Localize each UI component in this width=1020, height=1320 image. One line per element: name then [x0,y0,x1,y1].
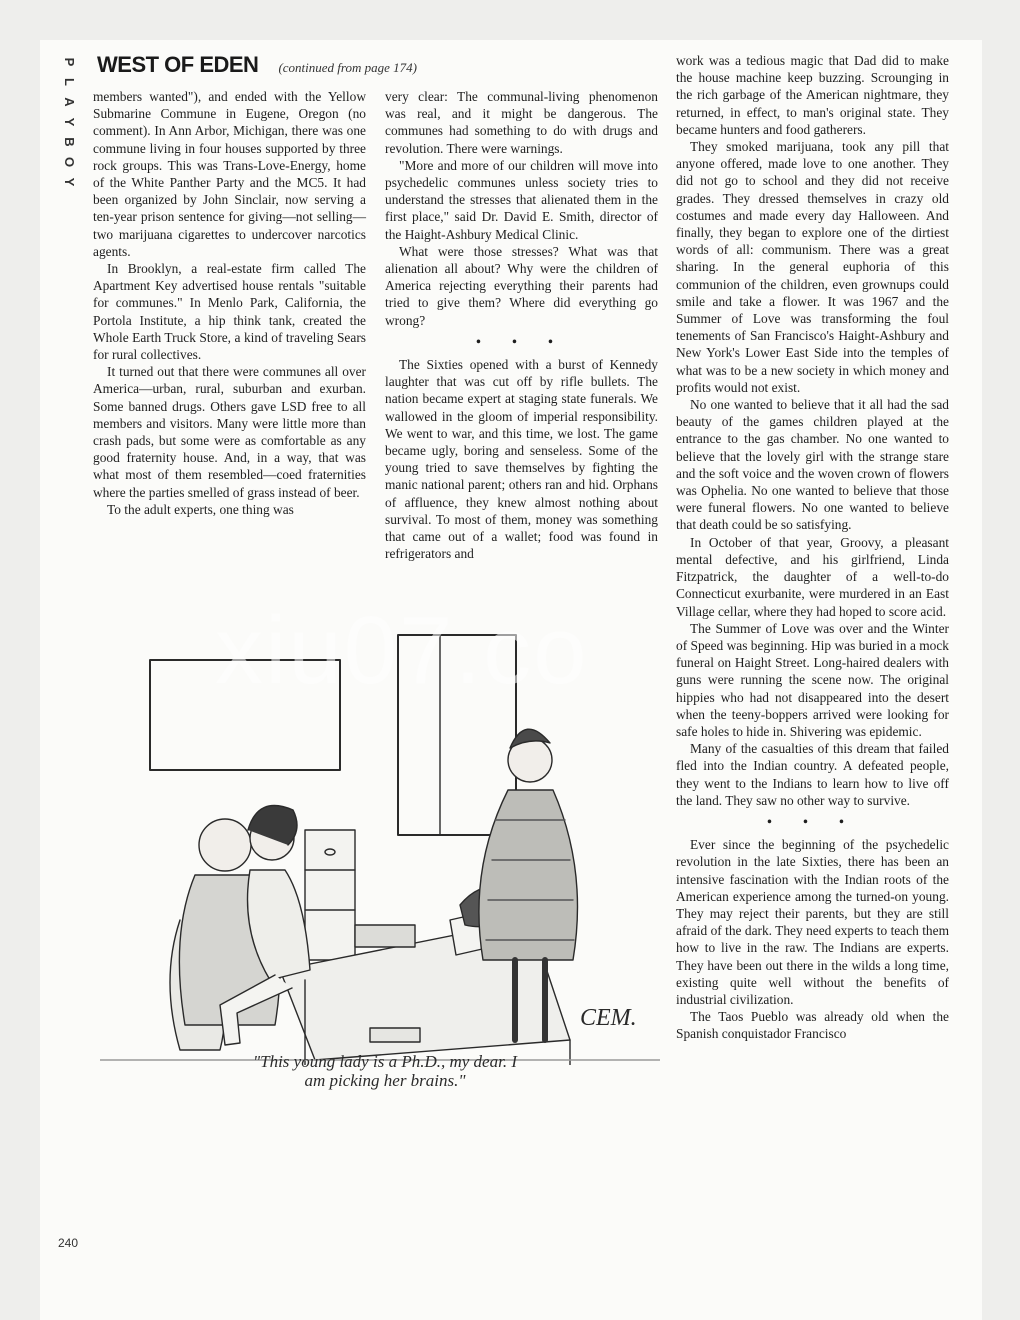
side-label-letter: Y [62,177,77,187]
page-number: 240 [58,1236,79,1250]
paragraph: Many of the casualties of this dream that failed fled into the Indian country. A defeated people, they went to the Indians to learn how to live off the land. They saw no other way to survive. [676,741,949,808]
paragraph: No one wanted to believe that it all had the sad beauty of the games children played at the entrance to the gas chamber. No one wanted to believe that the lovely girl with the strange stare and the soft voice and the woven crown of flowers was Ophelia. No one wanted to believe that those were funeral flowers. No one wanted to believe that death could be so satisfying. [676,397,949,533]
paragraph: To the adult experts, one thing was [107,501,294,517]
side-label-letter: Y [62,117,77,127]
paragraph: very clear: The communal-living phenomenon was real, and it might be dangerous. The communes had something to do with drugs and revolution. There were warnings. [385,89,658,156]
paragraph: The Summer of Love was over and the Winter of Speed was beginning. Hip was buried in a mock funeral on Haight Street. Long-haired dealers with guns were running the scene now. The original hippies who had not disappeared into the desert when the teeny-boppers arrived were looking for safe holes to hide in. Shivering was epidemic. [676,620,949,739]
paragraph: members wanted"), and ended with the Yellow Submarine Commune in Eugene, Oregon (no comment). In Ann Arbor, Michigan, there was one commune living in four houses supported by three rock groups. This was Trans-Love-Energy, home of the White Panther Party and the MC5. It had been organized by John Sinclair, now serving a ten-year prison sentence for giving—not selling—two marijuana cigarettes to undercover narcotics agents. [93,89,366,259]
section-break: • • • [767,813,858,829]
watermark-text: xiu07.co [215,597,589,704]
cartoon-illustration [100,620,660,1065]
paragraph: work was a tedious magic that Dad did to make the house machine keep buzzing. Scrounging in the rich garbage of the American nightmare, they returned, in effect, to man's original state. They became hunters and food gatherers. [676,53,949,137]
standing-woman-coat [479,790,578,960]
text-column-2 [385,88,658,562]
paragraph: In October of that year, Groovy, a pleasant mental defective, and his girlfriend, Linda Fitzpatrick, the daughter of a well-to-do Connecticut exurbanite, were murdered in an East Village cellar, where they had hoped to score acid. [676,534,949,619]
paragraph: Ever since the beginning of the psychedelic revolution in the late Sixties, there has been an intensive fascination with the Indian roots of the American experience among the turned-on young. They may reject their parents, but they are still afraid of the dark. They need experts to teach them how to live in the raw. The Indians are experts. They have been out there in the wilds a long time, existing quite well without the benefits of industrial civilization. [676,837,949,1007]
continued-note: (continued from page 174) [278,60,417,75]
paragraph: They smoked marijuana, took any pill that anyone offered, made love to one another. They did not go to school and they did not receive grades. They dressed themselves in crazy old costumes and made every day Halloween. And finally, they began to explore one of the dirtiest words of all: communism. There was a great sharing. In the general euphoria of this communion of the children, even grownups could smile and take a flower. It was 1967 and the Summer of Love was transforming the foul tenements of San Francisco's Haight-Ashbury and New York's Lower East Side into the temples of what was to be a new society in which money and profits would not exist. [676,139,949,395]
paragraph: The Sixties opened with a burst of Kennedy laughter that was cut off by rifle bullets. The nation became expert at staging state funerals. We wallowed in the gloom of imperial responsibility. We went to war, and this time, we lost. The game became ugly, boring and senseless. Some of the young tried to save themselves by fighting the manic national parent; others ran and hid. Orphans of affluence, they knew almost nothing about survival. To most of them, money was something that came out of a wallet; food was found in refrigerators and [385,357,658,562]
man-head [199,819,251,871]
side-label-letter: B [62,137,77,147]
paragraph: It turned out that there were communes all over America—urban, rural, suburban and exurban. Some banned drugs. Others gave LSD free to all members and visitors. Many were little more than crash pads, but some were as comfortable as any good fraternity house. And, in a way, that was what most of them resembled—coed fraternities where the parties smelled of grass instead of beer. [93,364,366,500]
caption-line-1: "This young lady is a Ph.D., my dear. I [252,1052,517,1071]
section-break: • • • [476,333,567,349]
desk-box [355,925,415,947]
paragraph: "More and more of our children will move into psychedelic communes unless society tries to understand the stresses that alienated them in the first place," said Dr. David E. Smith, director of the Haight-Ashbury Medical Clinic. [385,157,658,242]
text-column-1 [93,88,366,518]
side-label-letter: P [62,57,77,67]
paragraph: What were those stresses? What was that alienation all about? Why were the children of America rejecting everything their parents had tried to give them? Where did everything go wrong? [385,243,658,328]
magazine-page [40,40,982,1320]
side-label-letter: A [62,97,77,107]
text-column-3 [676,52,949,1043]
desk-stapler [370,1028,420,1042]
side-label-letter: O [62,156,77,168]
magazine-side-label [58,52,76,192]
wall-frame-right [398,635,516,835]
paragraph: The Taos Pueblo was already old when the Spanish conquistador Francisco [676,1009,949,1042]
cartoon-caption [175,1052,595,1090]
cartoonist-signature: CEM. [580,1005,637,1031]
article-headline [97,52,417,82]
wall-frame-left [150,660,340,770]
paragraph: In Brooklyn, a real-estate firm called The Apartment Key advertised house rentals "suitable for communes." In Menlo Park, California, the Portola Institute, a hip think tank, created the Whole Earth Truck Store, a kind of traveling Sears for rural collectives. [93,261,366,363]
side-label-letter: L [62,78,77,86]
article-title: WEST OF EDEN [97,52,259,77]
caption-line-2: am picking her brains." [304,1071,466,1090]
